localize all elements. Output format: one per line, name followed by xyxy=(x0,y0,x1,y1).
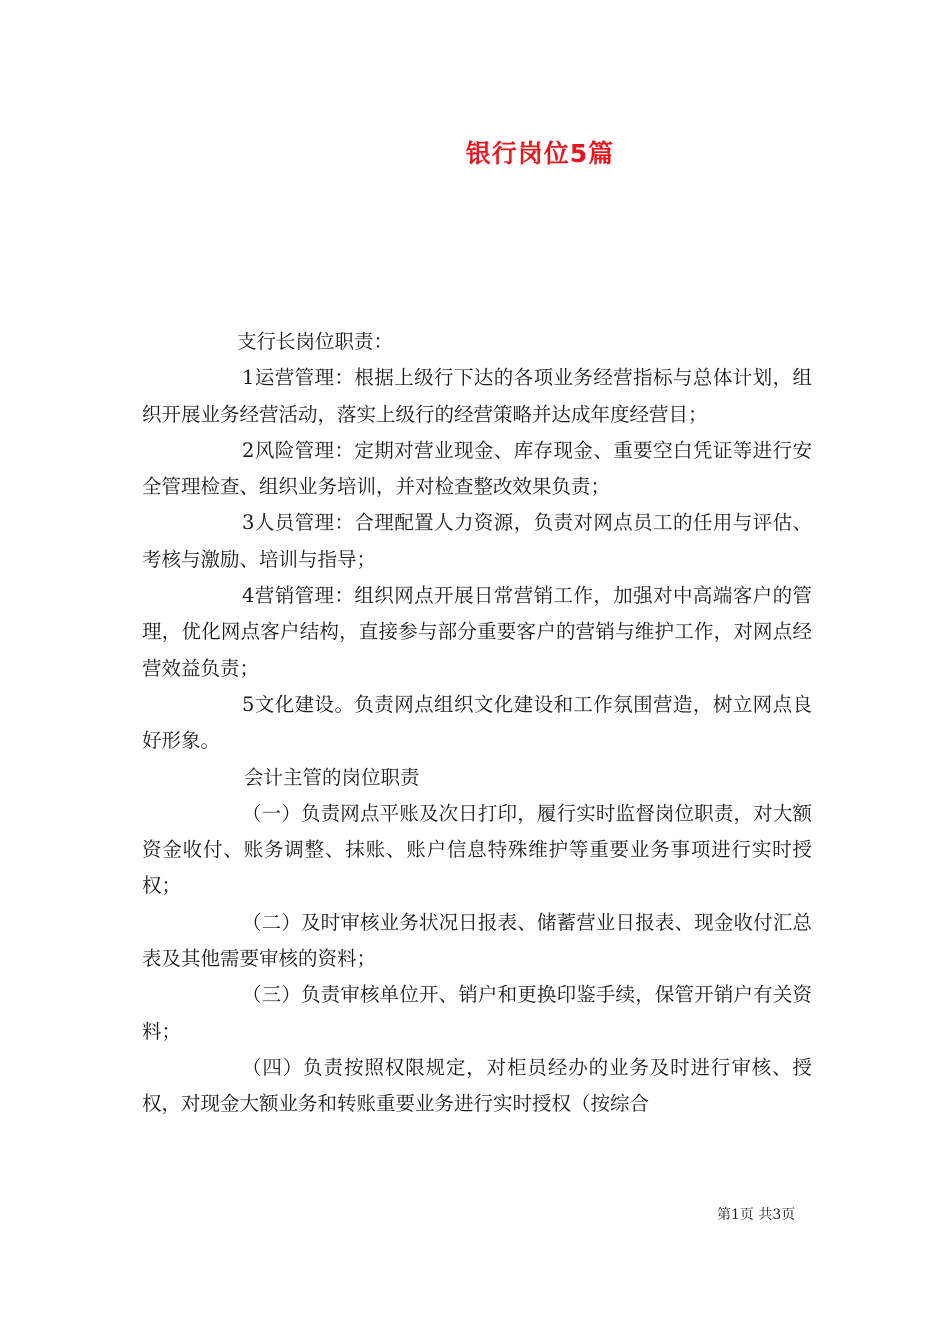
document-body xyxy=(142,324,812,1123)
document-title: 银行岗位5篇 xyxy=(465,139,615,168)
paragraph-duty-2: （二）及时审核业务状况日报表、储蓄营业日报表、现金收付汇总表及其他需要审核的资料； xyxy=(142,910,812,971)
section-heading-accounting-supervisor: 会计主管的岗位职责 xyxy=(244,765,420,789)
paragraph-duty-1: （一）负责网点平账及次日打印，履行实时监督岗位职责，对大额资金收付、账务调整、抹账、账户信息特殊维护等重要业务事项进行实时授权； xyxy=(142,801,812,898)
paragraph-culture-building: 5文化建设。负责网点组织文化建设和工作氛围营造，树立网点良好形象。 xyxy=(142,692,812,753)
section-heading-branch-manager: 支行长岗位职责： xyxy=(237,330,394,353)
paragraph-duty-3: （三）负责审核单位开、销户和更换印鉴手续，保管开销户有关资料； xyxy=(142,983,812,1043)
paragraph-duty-4: （四）负责按照权限规定，对柜员经办的业务及时进行审核、授权，对现金大额业务和转账重要业务进行实时授权（按综合 xyxy=(142,1055,812,1116)
paragraph-operations-management: 1运营管理：根据上级行下达的各项业务经营指标与总体计划，组织开展业务经营活动，落实上级行的经营策略并达成年度经营目； xyxy=(142,366,812,426)
paragraph-marketing-management: 4营销管理：组织网点开展日常营销工作，加强对中高端客户的管理，优化网点客户结构，直接参与部分重要客户的营销与维护工作，对网点经营效益负责； xyxy=(142,584,812,680)
paragraph-personnel-management: 3人员管理：合理配置人力资源，负责对网点员工的任用与评估、考核与激励、培训与指导； xyxy=(142,511,812,571)
page-number-footer: 第1页 共3页 xyxy=(717,1207,796,1223)
paragraph-risk-management: 2风险管理：定期对营业现金、库存现金、重要空白凭证等进行安全管理检查、组织业务培训，并对检查整改效果负责； xyxy=(142,438,812,499)
